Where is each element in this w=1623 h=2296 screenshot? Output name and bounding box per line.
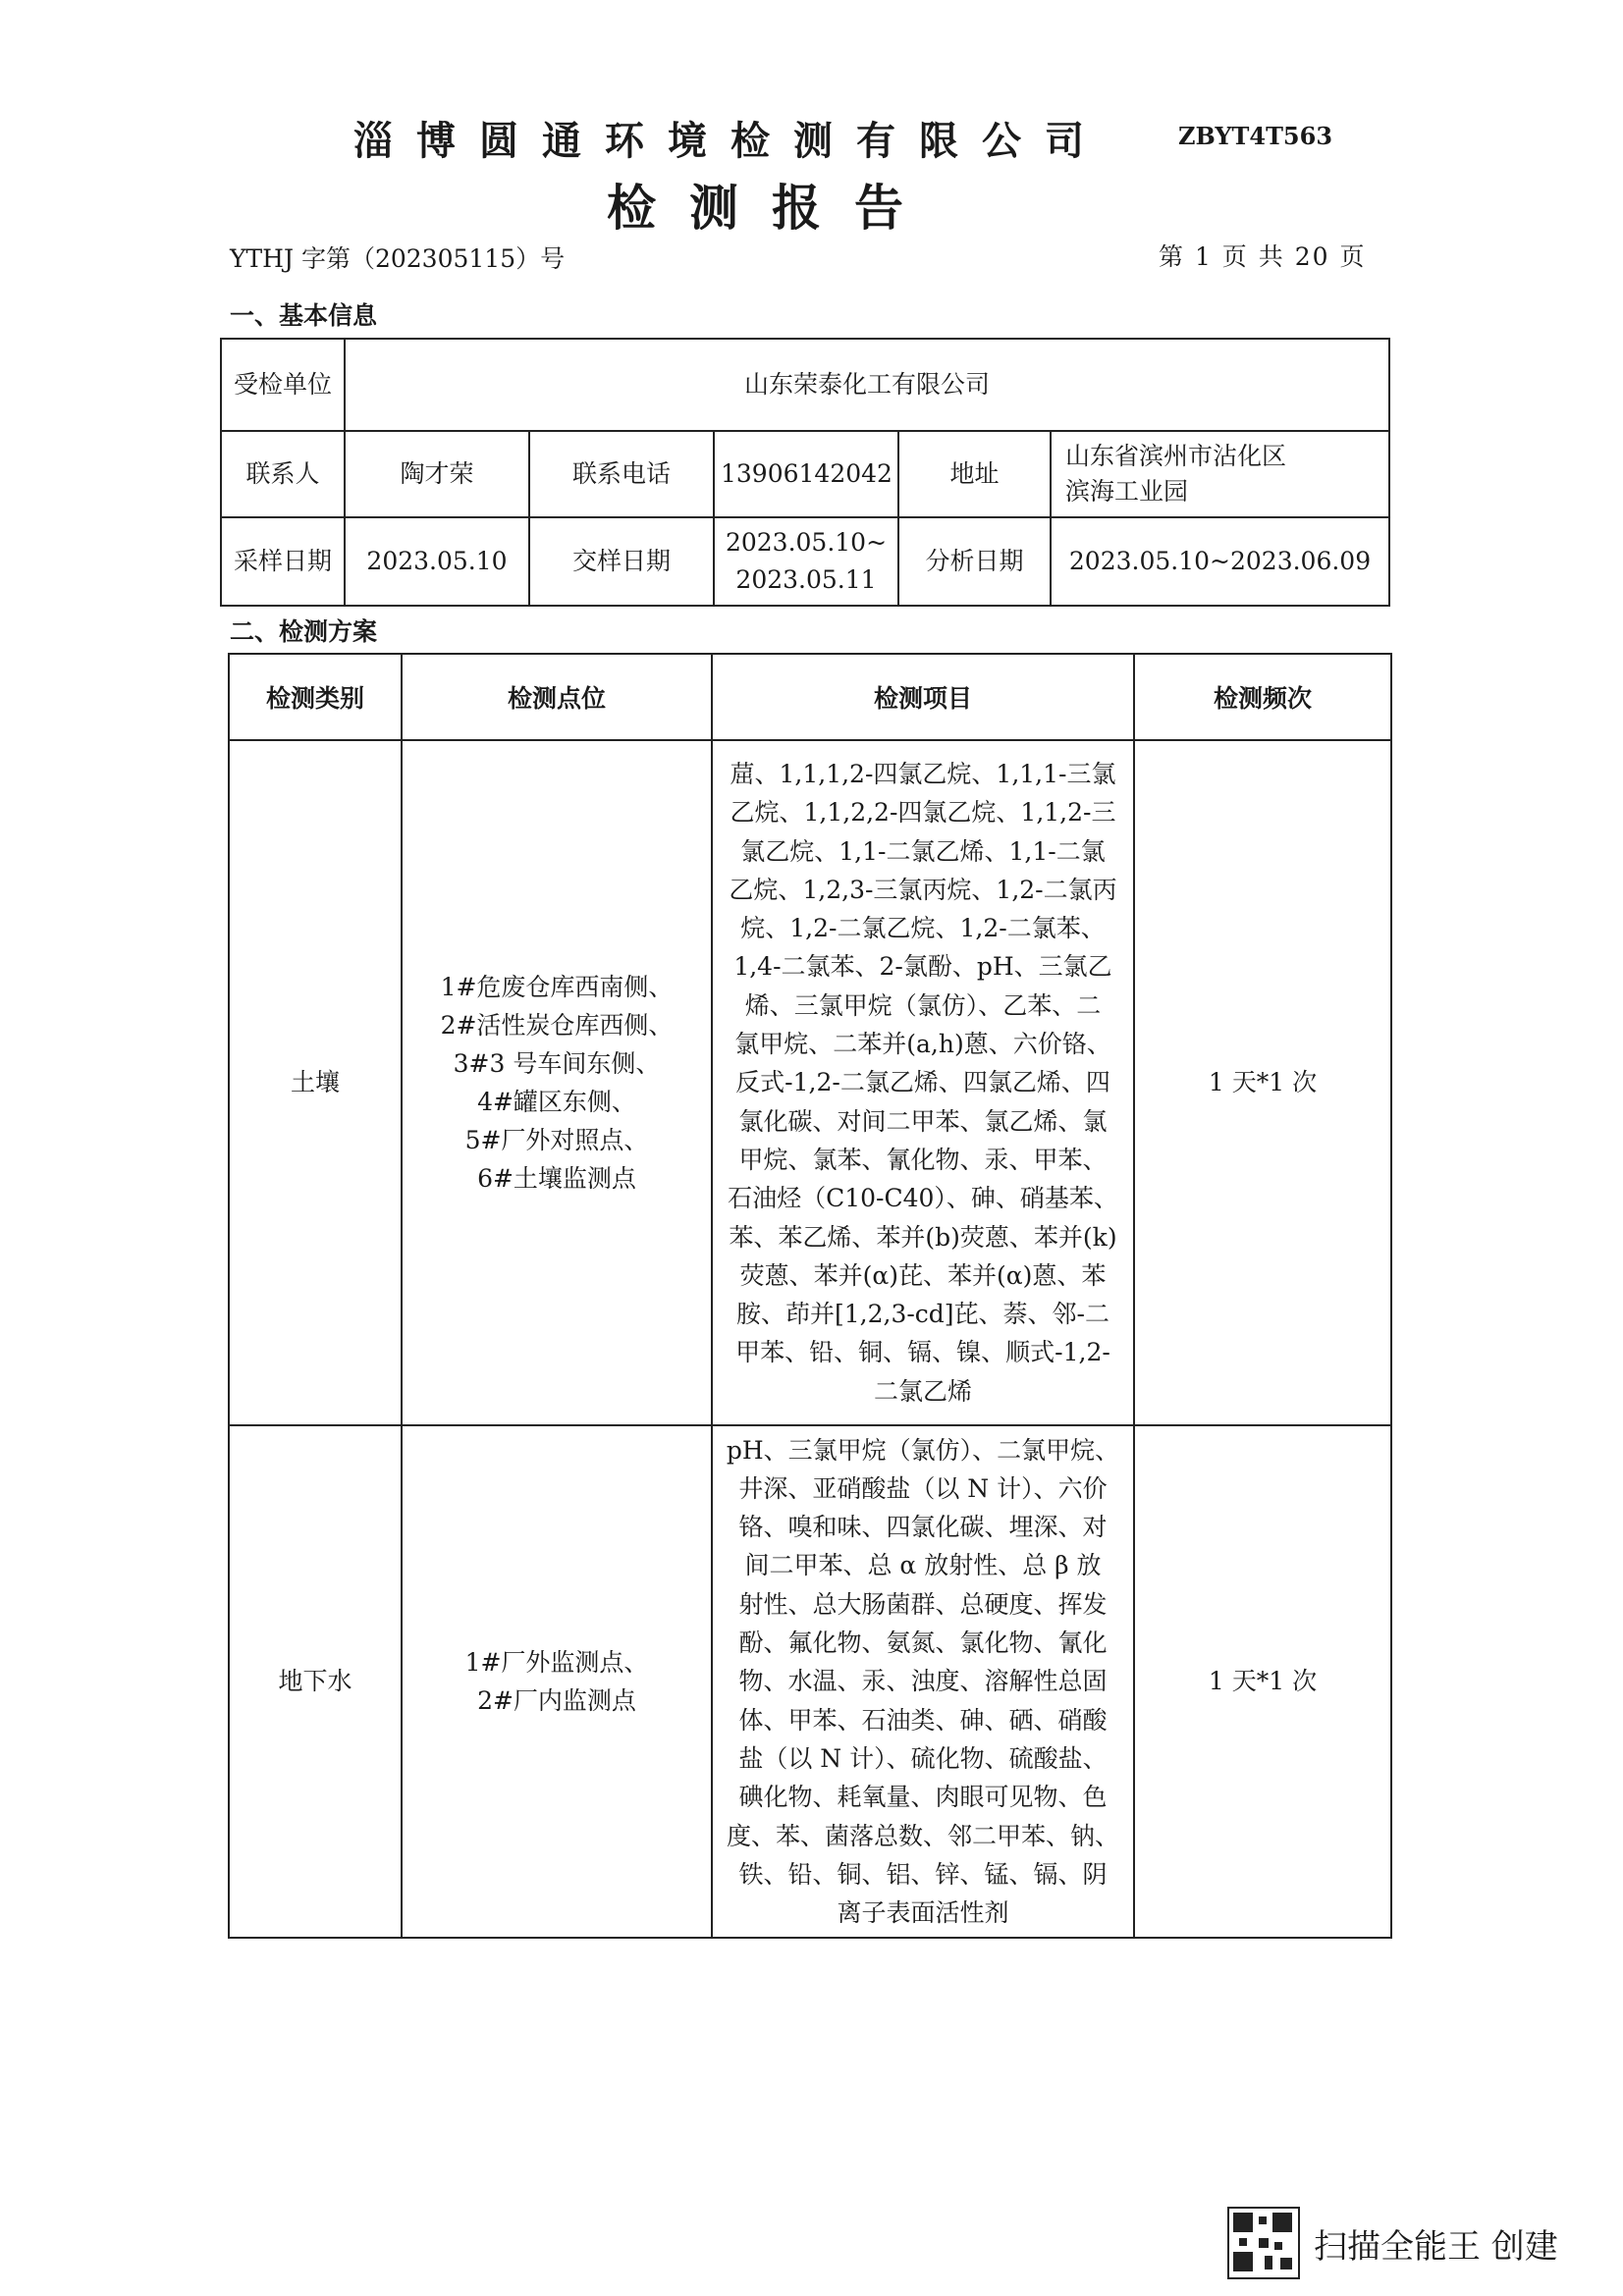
item-line: 酚、氟化物、氨氮、氯化物、氰化	[738, 1629, 1108, 1658]
address-line: 山东省滨州市沾化区	[1065, 442, 1287, 470]
item-line: 度、苯、菌落总数、邻二甲苯、钠、	[726, 1821, 1119, 1850]
item-line: 烷、1,2-二氯乙烷、1,2-二氯苯、	[740, 914, 1106, 943]
groundwater-category: 地下水	[229, 1425, 402, 1938]
item-line: 1,4-二氯苯、2-氯酚、pH、三氯乙	[733, 952, 1112, 982]
groundwater-items	[712, 1425, 1134, 1938]
item-line: 乙烷、1,1,2,2-四氯乙烷、1,1,2-三	[730, 798, 1116, 828]
item-line: 铬、嗅和味、四氯化碳、埋深、对	[738, 1513, 1108, 1542]
item-line: 胺、茚并[1,2,3-cd]芘、萘、邻-二	[735, 1300, 1110, 1329]
item-line: 氯甲烷、二苯并(a,h)蒽、六价铬、	[734, 1030, 1111, 1059]
basic-info-table	[220, 338, 1390, 607]
point-line: 6#土壤监测点	[477, 1164, 636, 1193]
point-line: 5#厂外对照点、	[464, 1126, 649, 1154]
point-line: 3#3 号车间东侧、	[453, 1049, 661, 1078]
item-line: 氯乙烷、1,1-二氯乙烯、1,1-二氯	[740, 836, 1106, 866]
sampling-date-label: 采样日期	[221, 517, 345, 606]
document-code: ZBYT4T563	[1178, 122, 1333, 150]
report-number: YTHJ 字第（202305115）号	[230, 244, 566, 273]
contact-value: 陶才荣	[345, 431, 529, 517]
delivery-date-value	[714, 517, 898, 606]
phone-value: 13906142042	[714, 431, 898, 517]
point-line: 1#危废仓库西南侧、	[440, 973, 674, 1001]
item-line: 间二甲苯、总 α 放射性、总 β 放	[744, 1551, 1102, 1580]
delivery-date-label: 交样日期	[529, 517, 714, 606]
soil-points	[402, 740, 712, 1425]
client-value: 山东荣泰化工有限公司	[345, 339, 1389, 431]
item-line: 反式-1,2-二氯乙烯、四氯乙烯、四	[735, 1068, 1110, 1097]
item-line: 苯、苯乙烯、苯并(b)荧蒽、苯并(k)	[729, 1222, 1117, 1252]
qr-code-icon	[1227, 2207, 1300, 2279]
watermark-text: 扫描全能王 创建	[1314, 2226, 1558, 2267]
page-count: 第 1 页 共 20 页	[1159, 242, 1367, 271]
groundwater-frequency: 1 天*1 次	[1134, 1425, 1391, 1938]
sampling-date-value: 2023.05.10	[345, 517, 529, 606]
item-line: pH、三氯甲烷（氯仿）、二氯甲烷、	[726, 1435, 1120, 1465]
item-line: 甲苯、铅、铜、镉、镍、顺式-1,2-	[735, 1338, 1110, 1367]
company-name: 淄博圆通环境检测有限公司	[353, 118, 1108, 164]
address-label: 地址	[898, 431, 1051, 517]
item-line: 物、水温、汞、浊度、溶解性总固	[738, 1667, 1108, 1696]
point-line: 1#厂外监测点、	[464, 1648, 649, 1677]
item-line: 石油烃（C10-C40）、砷、硝基苯、	[728, 1184, 1118, 1213]
item-line: 乙烷、1,2,3-三氯丙烷、1,2-二氯丙	[729, 875, 1117, 904]
phone-label: 联系电话	[529, 431, 714, 517]
item-line: 甲烷、氯苯、氰化物、汞、甲苯、	[738, 1145, 1108, 1174]
point-line: 2#厂内监测点	[477, 1686, 636, 1715]
analysis-date-value: 2023.05.10~2023.06.09	[1051, 517, 1389, 606]
table-header-row	[229, 654, 1391, 740]
item-line: 䓛、1,1,1,2-四氯乙烷、1,1,1-三氯	[730, 759, 1116, 788]
table-row	[221, 517, 1389, 606]
delivery-date-line: 2023.05.11	[735, 565, 877, 594]
table-row	[229, 740, 1391, 1425]
column-header: 检测项目	[712, 654, 1134, 740]
groundwater-points	[402, 1425, 712, 1938]
item-line: 体、甲苯、石油类、砷、硒、硝酸	[738, 1705, 1108, 1735]
report-title: 检测报告	[607, 179, 937, 237]
item-line: 烯、三氯甲烷（氯仿）、乙苯、二	[744, 990, 1102, 1020]
column-header: 检测类别	[229, 654, 402, 740]
soil-items	[712, 740, 1134, 1425]
analysis-date-label: 分析日期	[898, 517, 1051, 606]
client-label: 受检单位	[221, 339, 345, 431]
soil-category: 土壤	[229, 740, 402, 1425]
point-line: 2#活性炭仓库西侧、	[440, 1011, 674, 1040]
table-row	[221, 339, 1389, 431]
table-row	[221, 431, 1389, 517]
column-header: 检测点位	[402, 654, 712, 740]
item-line: 氯化碳、对间二甲苯、氯乙烯、氯	[738, 1106, 1108, 1136]
address-value	[1051, 431, 1389, 517]
item-line: 井深、亚硝酸盐（以 N 计）、六价	[738, 1473, 1108, 1503]
scanner-watermark	[1227, 2207, 1558, 2279]
item-line: 铁、铅、铜、铝、锌、锰、镉、阴	[738, 1859, 1108, 1889]
delivery-date-line: 2023.05.10~	[725, 528, 888, 557]
item-line: 盐（以 N 计）、硫化物、硫酸盐、	[738, 1743, 1108, 1773]
column-header: 检测频次	[1134, 654, 1391, 740]
section-basic-info-title: 一、基本信息	[230, 301, 378, 330]
soil-frequency: 1 天*1 次	[1134, 740, 1391, 1425]
contact-label: 联系人	[221, 431, 345, 517]
item-line: 碘化物、耗氧量、肉眼可见物、色	[738, 1783, 1108, 1812]
item-line: 离子表面活性剂	[837, 1898, 1009, 1928]
table-row	[229, 1425, 1391, 1938]
address-line: 滨海工业园	[1065, 477, 1189, 506]
item-line: 二氯乙烯	[873, 1376, 972, 1406]
test-plan-table	[228, 653, 1392, 1939]
section-plan-title: 二、检测方案	[230, 617, 378, 646]
item-line: 射性、总大肠菌群、总硬度、挥发	[738, 1589, 1108, 1619]
item-line: 荧蒽、苯并(α)芘、苯并(α)蒽、苯	[739, 1260, 1107, 1290]
point-line: 4#罐区东侧、	[477, 1088, 636, 1116]
